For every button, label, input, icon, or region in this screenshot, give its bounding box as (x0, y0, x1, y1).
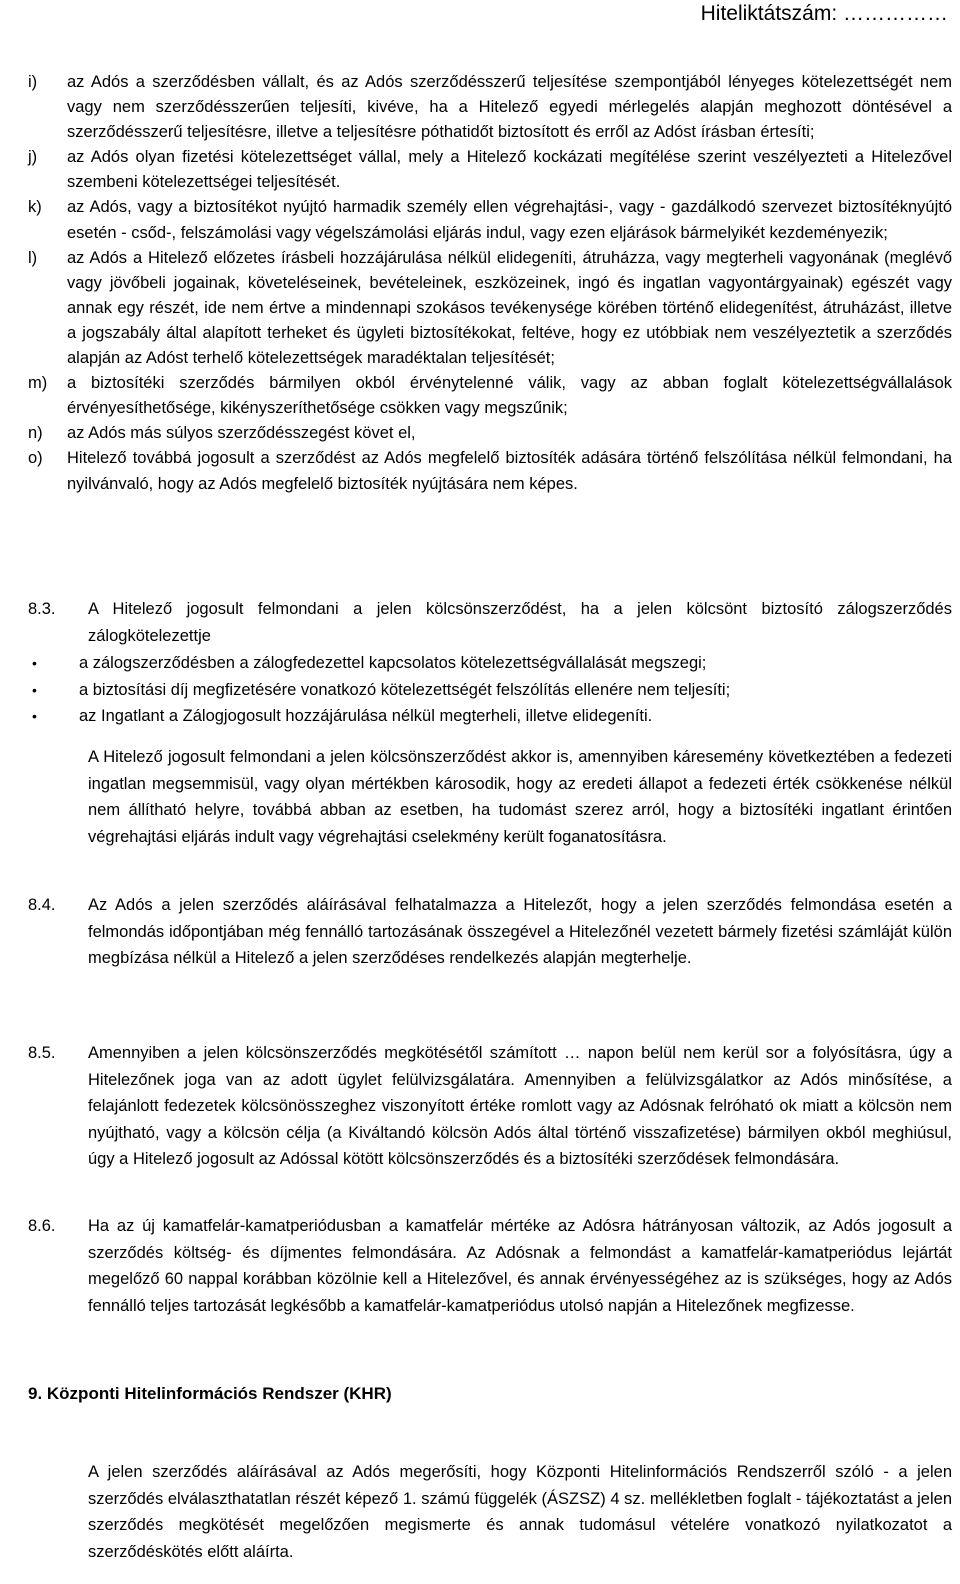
bullet-text: a biztosítási díj megfizetésére vonatkozó kötelezettségét felszólítás ellenére nem teljesíti; (79, 680, 731, 699)
section-number: 8.6. (28, 1217, 56, 1235)
list-item (28, 70, 952, 145)
item-text: Hitelező továbbá jogosult a szerződést az Adós megfelelő biztosíték adására történő felszólítása nélkül felmondani, ha nyilvánvaló, hogy az Adós megfelelő biztosíték nyújtására nem képes. (67, 449, 952, 493)
section-text: Amennyiben a jelen kölcsönszerződés megkötésétől számított … napon belül nem kerül sor a folyósításra, úgy a Hitelezőnek joga van az adott ügylet felülvizsgálatára. Amennyiben a felülvizsgálatkor az Adós minősítése, a felajánlott fedezetek kölcsönösszeghez viszonyított értéke romlott vagy az Adósnak felróható ok miatt a kölcsön nem nyújtható, vagy a kölcsön célja (a Kiváltandó kölcsön Adós által történő visszafizetése) bármilyen okból meghiúsul, úgy a Hitelező jogosult az Adóssal kötött kölcsönszerződés és a biztosítéki szerződések felmondására. (88, 1044, 952, 1169)
item-label: n) (28, 424, 43, 443)
section-8-3-paragraph: A Hitelező jogosult felmondani a jelen kölcsönszerződést akkor is, amennyiben káresemény következtében a fedezeti ingatlan megsemmisül, vagy olyan mértékben károsodik, hogy az eredeti állapot a fedezeti érték csökkenése nélkül nem állítható helyre, továbbá abban az esetben, ha tudomást szerez arról, hogy a biztosítéki ingatlant érintően végrehajtási eljárás indult vagy végrehajtási cselekmény került foganatosításra. (88, 748, 952, 846)
item-label: m) (28, 374, 48, 393)
list-item (28, 145, 952, 195)
bullet-icon: • (32, 681, 37, 698)
item-text: az Adós, vagy a biztosítékot nyújtó harmadik személy ellen végrehajtási-, vagy - gazdálkodó szervezet biztosítéknyújtó esetén - csőd-, felszámolási vagy végelszámolási eljárás indul, vagy ezen eljárások bármelyikét kezdeményezik; (67, 198, 952, 242)
section-text: A Hitelező jogosult felmondani a jelen kölcsönszerződést, ha a jelen kölcsönt biztosító zálogszerződés zálogkötelezettje (88, 600, 952, 645)
bullet-text: az Ingatlant a Zálogjogosult hozzájárulása nélkül megterheli, illetve elidegeníti. (79, 707, 653, 726)
section-8-6 (28, 1213, 952, 1319)
item-label: l) (28, 248, 38, 267)
list-item (28, 246, 952, 371)
item-text: az Adós olyan fizetési kötelezettséget vállal, mely a Hitelező kockázati megítélése szerint veszélyezteti a Hitelezővel szembeni kötelezettségei teljesítését. (67, 148, 952, 192)
bullet-icon: • (32, 708, 37, 725)
section-8-4 (28, 892, 952, 972)
list-item (28, 421, 952, 446)
section-text: Az Adós a jelen szerződés aláírásával felhatalmazza a Hitelezőt, hogy a jelen szerződés felmondása esetén a felmondás időpontjában még fennálló tartozásának összegével a Hitelezőnél vezetett bármely fizetési számláját külön megbízása nélkül a Hitelező a jelen szerződéses rendelkezés alapján megterhelje. (88, 896, 952, 968)
item-text: az Adós más súlyos szerződésszegést követ el, (67, 424, 416, 443)
list-item (28, 371, 952, 421)
list-item (28, 703, 952, 730)
item-label: o) (28, 449, 43, 468)
list-item (28, 650, 952, 677)
item-label: j) (28, 148, 38, 167)
section-8-5 (28, 1040, 952, 1173)
section-number: 8.3. (28, 600, 56, 618)
item-label: k) (28, 198, 42, 217)
section-number: 8.5. (28, 1044, 56, 1062)
section-9-heading: 9. Központi Hitelinformációs Rendszer (KHR) (28, 1384, 392, 1403)
list-item (28, 677, 952, 704)
bullet-text: a zálogszerződésben a zálogfedezettel kapcsolatos kötelezettségvállalását megszegi; (79, 654, 707, 672)
section-text: Ha az új kamatfelár-kamatperiódusban a kamatfelár mértéke az Adósra hátrányosan változik, az Adós jogosult a szerződés költség- és díjmentes felmondására. Az Adósnak a felmondást a kamatfelár-kamatperiódus lejártát megelőző 60 nappal korábban közölnie kell a Hitelezővel, és annak érvényességéhez az is szükséges, hogy az Adós fennálló teljes tartozását legkésőbb a kamatfelár-kamatperiódus utolsó napján a Hitelezőnek megfizesse. (88, 1217, 952, 1315)
item-text: az Adós a szerződésben vállalt, és az Adós szerződésszerű teljesítése szempontjából lényeges kötelezettségét nem vagy nem szerződésszerűen teljesíti, kivéve, ha a Hitelező egyedi mérlegelés alapján meghozott döntésével a szerződésszerű teljesítésre, illetve a teljesítésre póthatidőt biztosított és erről az Adóst írásban értesíti; (67, 73, 952, 142)
item-label: i) (28, 73, 38, 91)
section-number: 8.4. (28, 896, 56, 914)
list-item (28, 195, 952, 245)
item-text: a biztosítéki szerződés bármilyen okból érvénytelenné válik, vagy az abban foglalt kötelezettségvállalások érvényesíthetősége, kikényszeríthetősége csökken vagy megszűnik; (67, 374, 952, 418)
section-9-paragraph: A jelen szerződés aláírásával az Adós megerősíti, hogy Központi Hitelinformációs Rendszerről szóló - a jelen szerződés elválaszthatatlan részét képező 1. számú függelék (ÁSZSZ) 4 sz. mellékletben foglalt - tájékoztatást a jelen szerződés megkötését megelőzően megismerte és annak tudomásul vételére vonatkozó nyilatkozatot a szerződéskötés előtt aláírta. (88, 1463, 952, 1561)
list-item (28, 446, 952, 496)
bullet-list (28, 650, 952, 730)
item-text: az Adós a Hitelező előzetes írásbeli hozzájárulása nélkül elidegeníti, átruházza, vagy megterheli vagyonának (meglévő vagy jövőbeli jogainak, követeléseinek, bevételeinek, eszközeinek, ingó és ingatlan vagyontárgyainak) egészét vagy annak egy részét, ide nem értve a mindennapi szokásos tevékenysége körében történő elidegenítést, átruházást, illetve a jogszabály által alapított terheket és ügyleti biztosítékokat, feltéve, hogy ez utóbbiak nem veszélyeztetik a szerződés alapján az Adóst terhelő kötelezettségek maradéktalan teljesítését; (67, 248, 952, 368)
loan-id-header: Hiteliktátszám: …………… (700, 2, 948, 25)
section-8-3 (28, 596, 952, 649)
termination-conditions-list (28, 70, 952, 497)
bullet-icon: • (32, 655, 37, 671)
